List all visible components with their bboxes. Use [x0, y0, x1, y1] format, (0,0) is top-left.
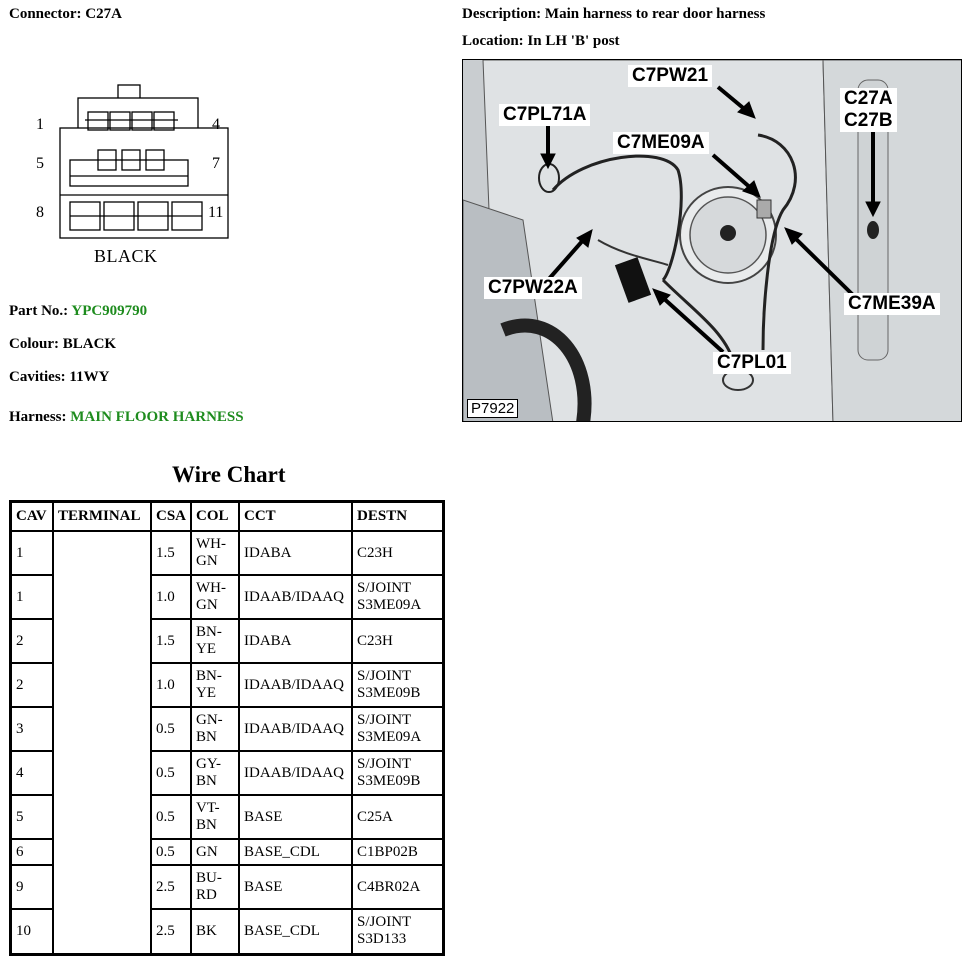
part-no-link[interactable]: YPC909790 — [71, 303, 148, 319]
connector-label: Connector: — [9, 6, 82, 22]
harness-link[interactable]: MAIN FLOOR HARNESS — [70, 409, 244, 425]
cell-col: WH-GN — [191, 531, 239, 575]
cell-csa: 0.5 — [151, 839, 191, 865]
pin-label-5: 5 — [36, 155, 44, 172]
pin-label-4: 4 — [212, 116, 220, 133]
terminal-cell — [53, 531, 151, 954]
cell-csa: 0.5 — [151, 751, 191, 795]
cell-col: BU-RD — [191, 865, 239, 909]
pin-label-1: 1 — [36, 116, 44, 133]
cell-col: BN-YE — [191, 619, 239, 663]
description-label: Description: — [462, 6, 542, 22]
cavities-value: 11WY — [69, 369, 110, 385]
header-terminal: TERMINAL — [53, 502, 151, 532]
cell-csa: 0.5 — [151, 795, 191, 839]
cell-destn: C25A — [352, 795, 444, 839]
pin-label-11: 11 — [208, 204, 224, 221]
colour-label: Colour: — [9, 336, 59, 352]
cell-destn: S/JOINT S3ME09A — [352, 707, 444, 751]
part-no-line — [9, 303, 147, 320]
callout-c27b: C27B — [840, 110, 897, 132]
cell-cct: BASE — [239, 865, 352, 909]
cell-destn: S/JOINT S3D133 — [352, 909, 444, 954]
connector-line — [9, 6, 122, 23]
cell-col: WH-GN — [191, 575, 239, 619]
header-col: COL — [191, 502, 239, 532]
callout-c7me09a: C7ME09A — [613, 132, 709, 154]
cell-csa: 2.5 — [151, 909, 191, 954]
cell-col: BN-YE — [191, 663, 239, 707]
cell-csa: 0.5 — [151, 707, 191, 751]
cell-cct: IDAAB/IDAAQ — [239, 707, 352, 751]
cell-cct: IDAAB/IDAAQ — [239, 751, 352, 795]
callout-c7pl71a: C7PL71A — [499, 104, 590, 126]
pin-label-8: 8 — [36, 204, 44, 221]
cell-cav: 1 — [11, 575, 54, 619]
cell-destn: C4BR02A — [352, 865, 444, 909]
cell-cav: 6 — [11, 839, 54, 865]
description-line — [462, 6, 765, 23]
colour-value: BLACK — [62, 336, 117, 352]
connector-face-diagram — [30, 80, 230, 270]
cell-cct: IDABA — [239, 531, 352, 575]
connector-id: C27A — [85, 6, 122, 22]
cell-cav: 10 — [11, 909, 54, 954]
harness-label: Harness: — [9, 409, 67, 425]
cell-col: GY-BN — [191, 751, 239, 795]
callout-c27a: C27A — [840, 88, 897, 110]
cell-destn: C23H — [352, 619, 444, 663]
cell-cav: 2 — [11, 663, 54, 707]
callout-c7pl01: C7PL01 — [713, 352, 791, 374]
cell-cav: 9 — [11, 865, 54, 909]
cavities-label: Cavities: — [9, 369, 66, 385]
cell-destn: C23H — [352, 531, 444, 575]
cell-destn: S/JOINT S3ME09A — [352, 575, 444, 619]
part-no-label: Part No.: — [9, 303, 69, 319]
harness-line — [9, 409, 244, 426]
cell-col: GN — [191, 839, 239, 865]
cell-cct: IDAAB/IDAAQ — [239, 663, 352, 707]
header-cct: CCT — [239, 502, 352, 532]
cell-col: GN-BN — [191, 707, 239, 751]
cell-csa: 1.0 — [151, 575, 191, 619]
connector-outline-drawing — [30, 80, 230, 240]
cell-destn: S/JOINT S3ME09B — [352, 751, 444, 795]
cell-cav: 4 — [11, 751, 54, 795]
callout-c7pw22a: C7PW22A — [484, 277, 582, 299]
table-row — [11, 531, 444, 575]
location-value: In LH 'B' post — [527, 33, 620, 49]
photo-reference: P7922 — [467, 399, 518, 418]
cell-csa: 1.5 — [151, 531, 191, 575]
header-cav: CAV — [11, 502, 54, 532]
cell-cct: BASE_CDL — [239, 839, 352, 865]
cell-cav: 5 — [11, 795, 54, 839]
connector-colour-caption: BLACK — [94, 246, 158, 266]
cell-cct: IDABA — [239, 619, 352, 663]
wire-chart-table — [9, 500, 445, 956]
location-photo — [462, 59, 962, 422]
cell-cct: IDAAB/IDAAQ — [239, 575, 352, 619]
location-label: Location: — [462, 33, 524, 49]
description-value: Main harness to rear door harness — [544, 6, 766, 22]
callout-c7me39a: C7ME39A — [844, 293, 940, 315]
cell-cct: BASE — [239, 795, 352, 839]
wire-chart-body — [11, 531, 444, 954]
cell-csa: 1.5 — [151, 619, 191, 663]
cell-csa: 1.0 — [151, 663, 191, 707]
cell-cct: BASE_CDL — [239, 909, 352, 954]
cell-csa: 2.5 — [151, 865, 191, 909]
cell-destn: S/JOINT S3ME09B — [352, 663, 444, 707]
wire-chart-header-row — [11, 502, 444, 532]
pin-label-7: 7 — [212, 155, 220, 172]
cell-cav: 2 — [11, 619, 54, 663]
header-destn: DESTN — [352, 502, 444, 532]
cell-cav: 1 — [11, 531, 54, 575]
cell-destn: C1BP02B — [352, 839, 444, 865]
wire-chart-title: Wire Chart — [172, 462, 286, 487]
callout-c7pw21: C7PW21 — [628, 65, 712, 87]
cavities-line — [9, 369, 109, 386]
cell-col: VT-BN — [191, 795, 239, 839]
cell-col: BK — [191, 909, 239, 954]
header-csa: CSA — [151, 502, 191, 532]
colour-line — [9, 336, 116, 353]
location-line — [462, 33, 620, 50]
cell-cav: 3 — [11, 707, 54, 751]
